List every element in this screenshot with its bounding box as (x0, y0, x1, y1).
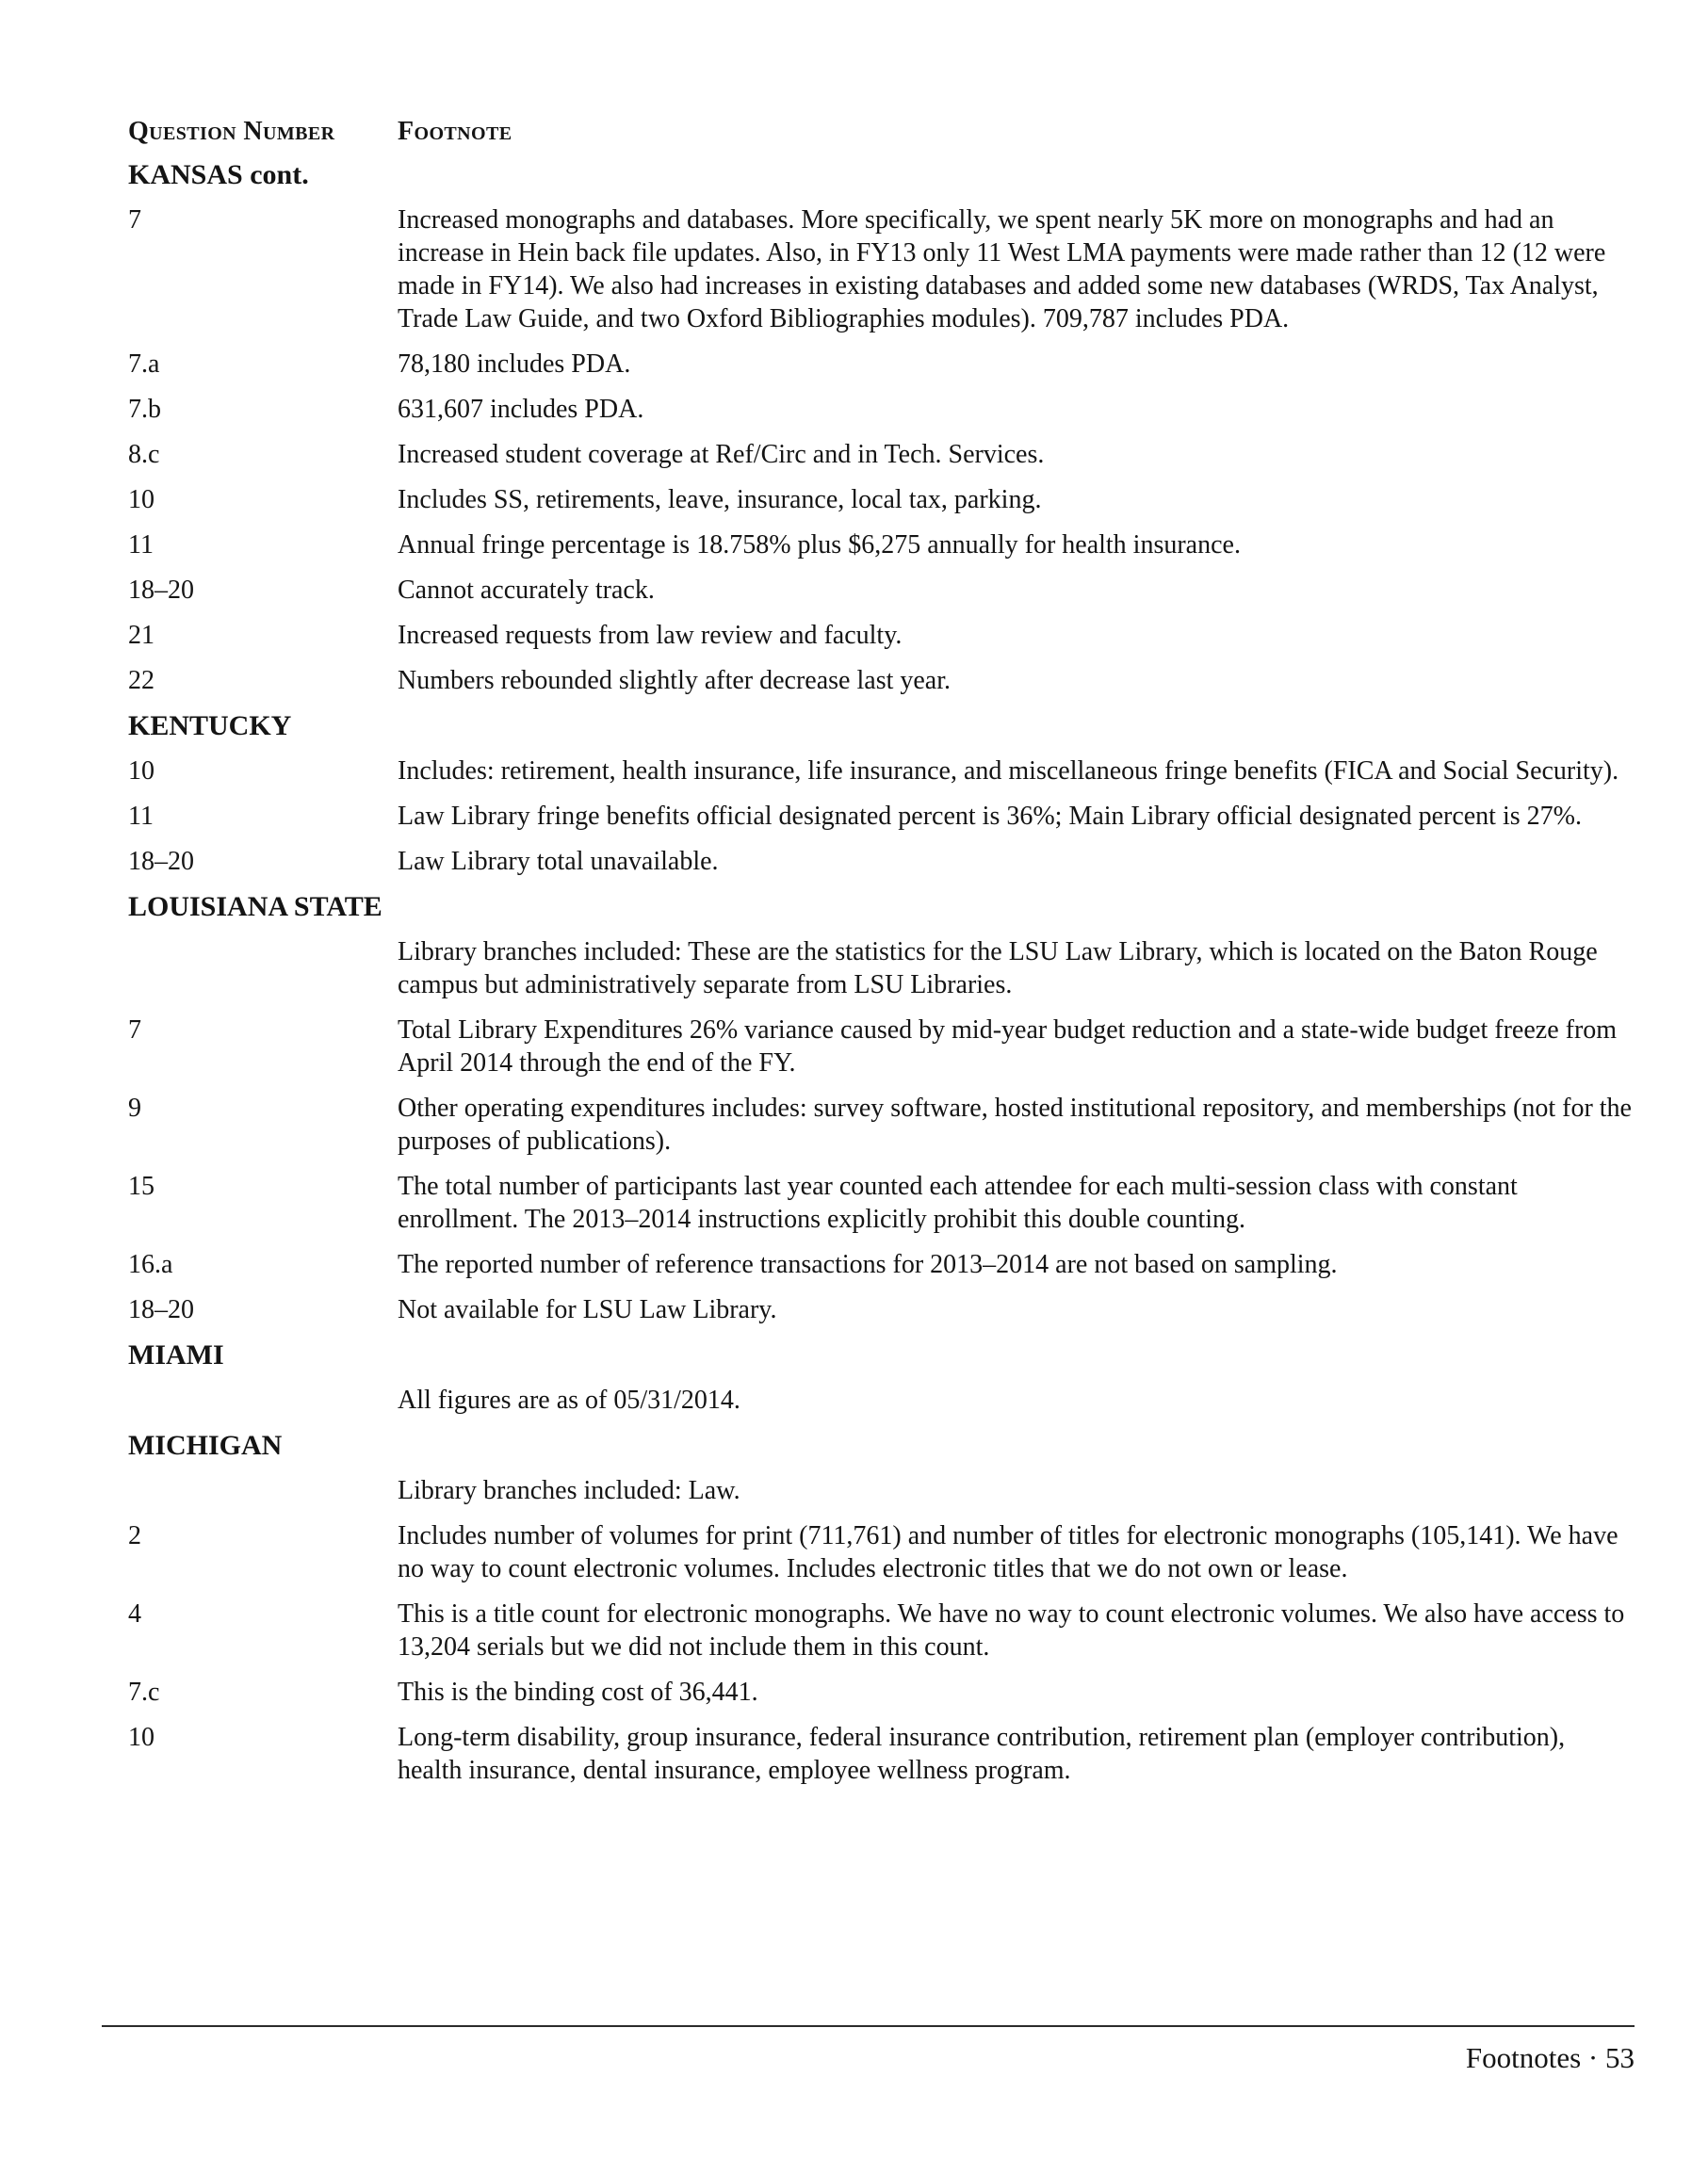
section-entries (128, 754, 1635, 878)
entry-question-number: 10 (128, 1723, 155, 1752)
footnote-row (128, 800, 1635, 833)
entry-question-number: 10 (128, 756, 155, 786)
section-entries (128, 935, 1635, 1326)
footnote-row (128, 483, 1635, 516)
state-section (128, 709, 1635, 878)
entry-footnote-text: Increased student coverage at Ref/Circ and in Tech. Services. (398, 440, 1045, 469)
footnote-row (128, 1248, 1635, 1281)
footnote-row (128, 619, 1635, 652)
entry-question-number: 18–20 (128, 1295, 194, 1324)
entry-footnote-text: Increased monographs and databases. More specifically, we spent nearly 5K more on monographs and had an increase in Hein back file updates. Also, in FY13 only 11 West LMA payments were made rather than 12 (12 were made in FY14). We also had increases in existing databases and added some new databases (WRDS, Tax Analyst, Trade Law Guide, and two Oxford Bibliographies modules). 709,787 includes PDA. (398, 205, 1606, 333)
entry-question-number: 10 (128, 485, 155, 514)
footnote-row (128, 1293, 1635, 1326)
entry-footnote-text: Long-term disability, group insurance, federal insurance contribution, retirement plan (employer contribution), health insurance, dental insurance, employee wellness program. (398, 1723, 1566, 1785)
entry-footnote-text: This is the binding cost of 36,441. (398, 1678, 758, 1707)
section-title: KANSAS cont. (128, 159, 309, 190)
entry-footnote-text: Annual fringe percentage is 18.758% plus $6,275 annually for health insurance. (398, 530, 1241, 560)
entry-question-number: 22 (128, 666, 155, 695)
footnote-column-header: Footnote (398, 117, 512, 146)
footnote-row (128, 1014, 1635, 1079)
entry-footnote-text: Law Library total unavailable. (398, 847, 719, 876)
footnote-row (128, 935, 1635, 1001)
footnote-row (128, 528, 1635, 561)
entry-question-number: 11 (128, 530, 154, 560)
entry-question-number: 8.c (128, 440, 160, 469)
section-title: MIAMI (128, 1339, 224, 1371)
section-entries (128, 203, 1635, 697)
entry-footnote-text: The reported number of reference transactions for 2013–2014 are not based on sampling. (398, 1250, 1338, 1279)
state-section (128, 158, 1635, 697)
entry-question-number: 7.a (128, 349, 160, 379)
entry-footnote-text: Increased requests from law review and faculty. (398, 621, 903, 650)
state-section (128, 1338, 1635, 1417)
entry-footnote-text: Law Library fringe benefits official designated percent is 36%; Main Library official designated percent is 27%. (398, 802, 1582, 831)
entry-question-number: 15 (128, 1172, 155, 1201)
entry-footnote-text: Includes SS, retirements, leave, insurance, local tax, parking. (398, 485, 1042, 514)
section-title: KENTUCKY (128, 710, 292, 741)
entry-footnote-text: Cannot accurately track. (398, 576, 655, 605)
entry-question-number: 18–20 (128, 847, 194, 876)
entry-question-number: 7.b (128, 395, 161, 424)
footnote-row (128, 754, 1635, 787)
table-header (128, 115, 1635, 148)
entry-footnote-text: This is a title count for electronic monographs. We have no way to count electronic volumes. We also have access to 13,204 serials but we did not include them in this count. (398, 1599, 1625, 1662)
entry-footnote-text: Total Library Expenditures 26% variance caused by mid-year budget reduction and a state-wide budget freeze from April 2014 through the end of the FY. (398, 1015, 1618, 1078)
section-title: MICHIGAN (128, 1430, 283, 1461)
footnote-row (128, 664, 1635, 697)
footnote-row (128, 393, 1635, 426)
section-title: LOUISIANA STATE (128, 891, 382, 922)
entry-footnote-text: Library branches included: These are the statistics for the LSU Law Library, which is located on the Baton Rouge campus but administratively separate from LSU Libraries. (398, 937, 1598, 999)
entry-question-number: 11 (128, 802, 154, 831)
page-number: Footnotes · 53 (1465, 2041, 1635, 2074)
footnote-row (128, 1721, 1635, 1787)
entry-footnote-text: All figures are as of 05/31/2014. (398, 1386, 740, 1415)
entry-question-number: 9 (128, 1094, 141, 1123)
footnote-row (128, 1092, 1635, 1158)
state-section (128, 1429, 1635, 1787)
footnote-row (128, 1676, 1635, 1709)
entry-question-number: 7 (128, 205, 141, 235)
footnote-row (128, 438, 1635, 471)
footnote-row (128, 845, 1635, 878)
entry-question-number: 18–20 (128, 576, 194, 605)
entry-footnote-text: Library branches included: Law. (398, 1476, 740, 1505)
entry-footnote-text: Not available for LSU Law Library. (398, 1295, 777, 1324)
sections (128, 158, 1635, 1799)
footnote-row (128, 1474, 1635, 1507)
footnote-row (128, 1170, 1635, 1236)
footnote-row (128, 574, 1635, 607)
entry-footnote-text: Includes number of volumes for print (711,761) and number of titles for electronic monographs (105,141). We have no way to count electronic volumes. Includes electronic titles that we do not own or lease. (398, 1521, 1619, 1583)
entry-footnote-text: Numbers rebounded slightly after decrease last year. (398, 666, 952, 695)
entry-question-number: 16.a (128, 1250, 173, 1279)
entry-question-number: 21 (128, 621, 155, 650)
entry-footnote-text: Includes: retirement, health insurance, life insurance, and miscellaneous fringe benefits (FICA and Social Security). (398, 756, 1619, 786)
entry-footnote-text: 631,607 includes PDA. (398, 395, 644, 424)
entry-question-number (128, 935, 398, 1001)
section-entries (128, 1384, 1635, 1417)
entry-footnote-text: Other operating expenditures includes: survey software, hosted institutional repository, and memberships (not for the purposes of publications). (398, 1094, 1632, 1156)
entry-question-number (128, 1474, 398, 1507)
entry-question-number: 7.c (128, 1678, 160, 1707)
question-number-column-header: Question Number (128, 117, 335, 146)
entry-footnote-text: 78,180 includes PDA. (398, 349, 631, 379)
entry-question-number: 7 (128, 1015, 141, 1045)
section-entries (128, 1474, 1635, 1787)
entry-footnote-text: The total number of participants last year counted each attendee for each multi-session class with constant enrollment. The 2013–2014 instructions explicitly prohibit this double counting. (398, 1172, 1518, 1234)
footnote-row (128, 203, 1635, 335)
footnote-row (128, 1598, 1635, 1663)
entry-question-number: 2 (128, 1521, 141, 1550)
footnote-row (128, 348, 1635, 381)
state-section (128, 890, 1635, 1326)
footnote-row (128, 1519, 1635, 1585)
entry-question-number (128, 1384, 398, 1417)
page-footer (102, 2025, 1635, 2076)
entry-question-number: 4 (128, 1599, 141, 1629)
footnote-row (128, 1384, 1635, 1417)
